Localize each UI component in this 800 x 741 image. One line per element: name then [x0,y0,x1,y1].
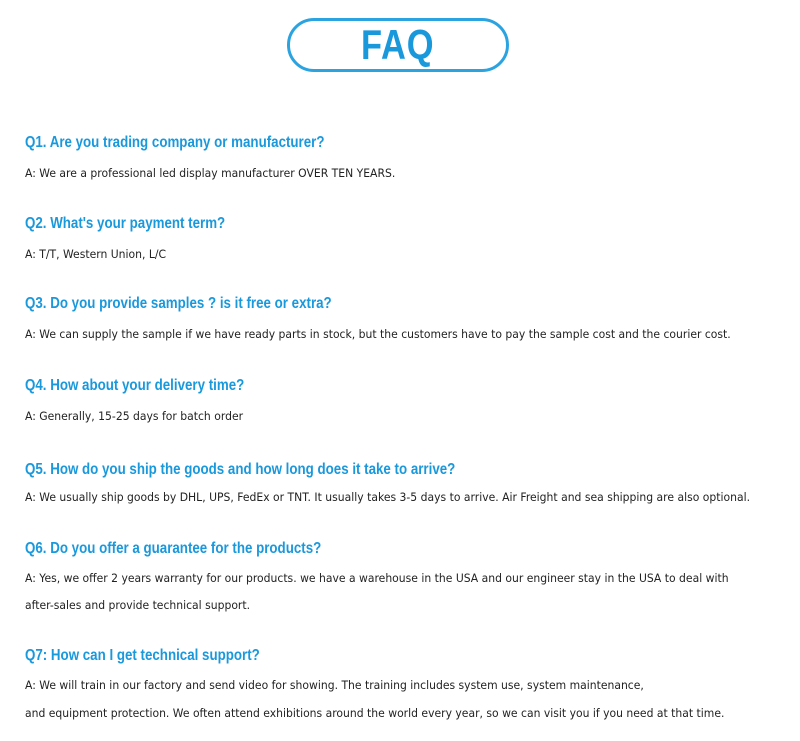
faq-answer-7-line-2: and equipment protection. We often attend exhibitions around the world every year, so we can visit you if you need at that time. [25,706,725,720]
faq-question-5: Q5. How do you ship the goods and how long does it take to arrive? [25,461,456,478]
faq-item-5 [25,461,795,506]
faq-question-7: Q7: How can I get technical support? [25,647,260,664]
faq-question-1: Q1. Are you trading company or manufacturer? [25,134,325,151]
page-title: FAQ [361,21,435,68]
faq-answer-6-line-1: A: Yes, we offer 2 years warranty for our products. we have a warehouse in the USA and our engineer stay in the USA to deal with [25,571,729,585]
faq-item-3 [25,295,795,343]
faq-answer-4: A: Generally, 15-25 days for batch order [25,409,244,423]
faq-question-4: Q4. How about your delivery time? [25,377,245,394]
faq-question-6: Q6. Do you offer a guarantee for the products? [25,540,322,557]
faq-item-1 [25,134,795,182]
faq-title-badge [287,18,509,72]
faq-answer-1: A: We are a professional led display manufacturer OVER TEN YEARS. [25,166,396,180]
faq-answer-6-line-2: after-sales and provide technical support. [25,598,251,612]
faq-answer-3: A: We can supply the sample if we have ready parts in stock, but the customers have to pay the sample cost and the courier cost. [25,327,731,341]
faq-question-2: Q2. What's your payment term? [25,215,226,232]
faq-item-4 [25,377,795,425]
faq-answer-5: A: We usually ship goods by DHL, UPS, FedEx or TNT. It usually takes 3-5 days to arrive. Air Freight and sea shipping are also optional. [25,490,751,504]
faq-item-2 [25,215,795,263]
faq-item-6 [25,540,795,614]
faq-answer-2: A: T/T, Western Union, L/C [25,247,167,261]
faq-item-7 [25,647,795,722]
faq-answer-7-line-1: A: We will train in our factory and send video for showing. The training includes system use, system maintenance, [25,678,644,692]
faq-question-3: Q3. Do you provide samples ? is it free or extra? [25,295,332,312]
